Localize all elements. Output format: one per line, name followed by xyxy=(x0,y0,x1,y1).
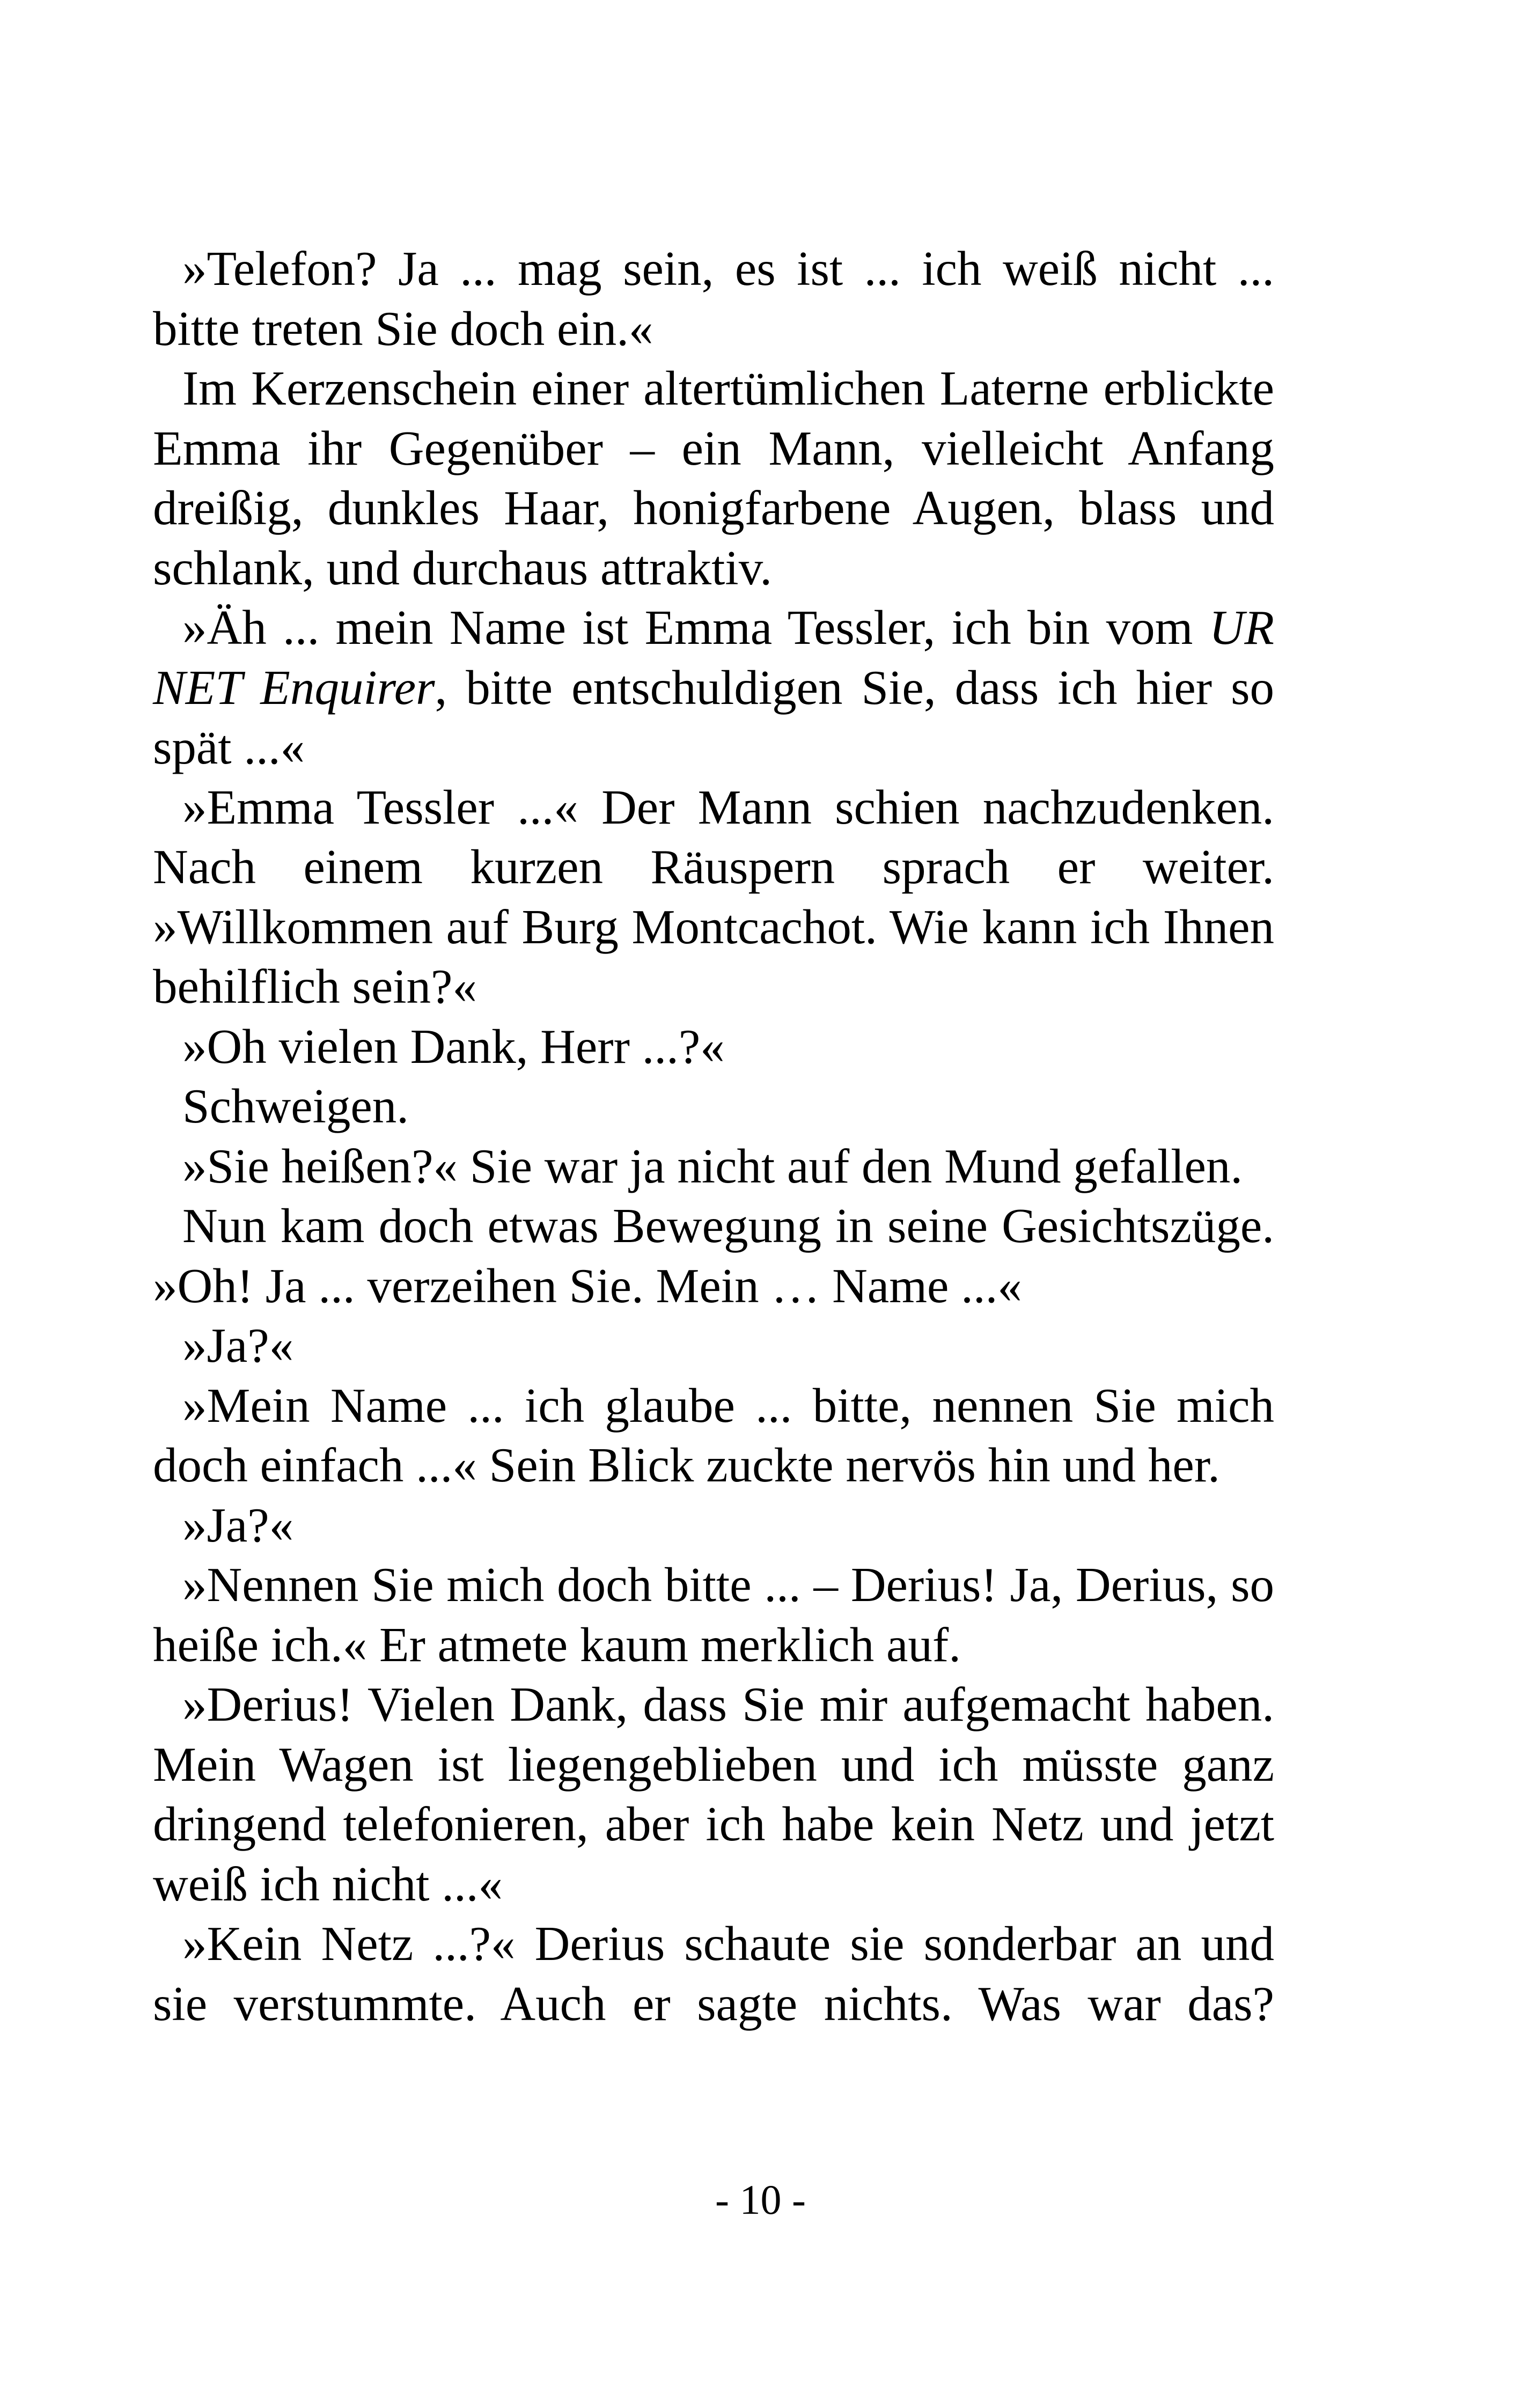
paragraph-text: »Äh ... mein Name ist Emma Tessler, ich bin vom xyxy=(182,600,1209,655)
paragraph-text: , bitte entschuldigen Sie, dass ich hier so spät ...« xyxy=(153,660,1274,774)
paragraph xyxy=(153,598,1274,777)
paragraph: »Ja?« xyxy=(182,1318,294,1372)
paragraph: »Derius! Vielen Dank, dass Sie mir aufgemacht haben. Mein Wagen ist liegengeblieben und ich müsste ganz dringend telefonieren, aber ich habe kein Netz und jetzt weiß ich nicht ...« xyxy=(153,1677,1274,1911)
paragraph: »Oh vielen Dank, Herr ...?« xyxy=(182,1019,725,1074)
publication-title: UR NET Enquirer xyxy=(153,600,1274,715)
paragraph: »Mein Name ... ich glaube ... bitte, nennen Sie mich doch einfach ...« Sein Blick zuckte nervös hin und her. xyxy=(153,1378,1274,1492)
paragraph: »Telefon? Ja ... mag sein, es ist ... ich weiß nicht ... bitte treten Sie doch ein.« xyxy=(153,241,1274,356)
page-number: - 10 - xyxy=(715,2176,806,2223)
body-text xyxy=(153,239,1274,2033)
paragraph: »Nennen Sie mich doch bitte ... – Derius! Ja, Derius, so heiße ich.« Er atmete kaum merklich auf. xyxy=(153,1558,1274,1672)
paragraph: »Ja?« xyxy=(182,1497,294,1552)
paragraph: »Emma Tessler ...« Der Mann schien nachzudenken. Nach einem kurzen Räuspern sprach er weiter. »Willkommen auf Burg Montcachot. Wie kann ich Ihnen behilflich sein?« xyxy=(153,780,1274,1014)
paragraph: Nun kam doch etwas Bewegung in seine Gesichtszüge. »Oh! Ja ... verzeihen Sie. Mein … Name ...« xyxy=(153,1199,1274,1313)
paragraph: »Sie heißen?« Sie war ja nicht auf den Mund gefallen. xyxy=(182,1139,1243,1193)
paragraph: Im Kerzenschein einer altertümlichen Laterne erblickte Emma ihr Gegenüber – ein Mann, vielleicht Anfang dreißig, dunkles Haar, honigfarbene Augen, blass und schlank, und durchaus attraktiv. xyxy=(153,361,1274,595)
paragraph: Schweigen. xyxy=(182,1079,409,1133)
paragraph: »Kein Netz ...?« Derius schaute sie sonderbar an und sie verstummte. Auch er sagte nichts. Was war das? xyxy=(153,1917,1274,2031)
